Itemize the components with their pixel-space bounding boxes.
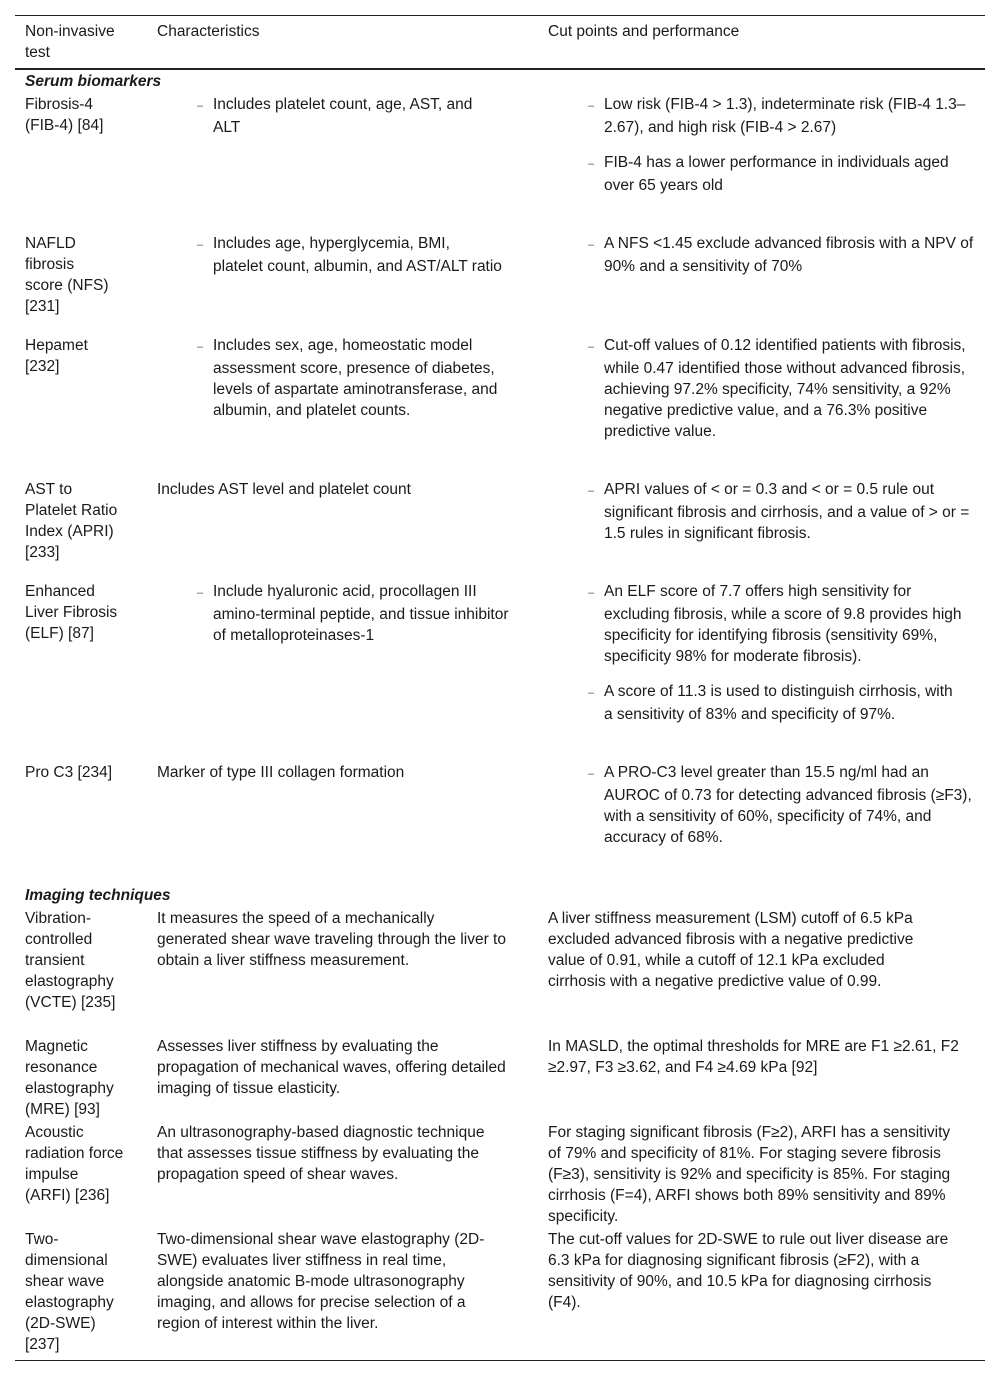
cutpoint-fib4-2: – FIB-4 has a lower performance in individuals aged over 65 years old bbox=[588, 154, 949, 194]
characteristics-arfi: An ultrasonography-based diagnostic technique that assesses tissue stiffness by evaluating the propagation speed of shear waves. bbox=[157, 1124, 485, 1183]
table-top-rule bbox=[15, 15, 985, 16]
characteristics-fib4: – Includes platelet count, age, AST, and ALT bbox=[197, 96, 473, 136]
characteristics-apri: Includes AST level and platelet count bbox=[157, 481, 411, 498]
test-mre: Magnetic resonance elastography (MRE) [93] bbox=[25, 1038, 114, 1118]
cutpoint-nfs: – A NFS <1.45 exclude advanced fibrosis with a NPV of 90% and a sensitivity of 70% bbox=[588, 235, 974, 275]
bullet-dash: – bbox=[197, 341, 204, 353]
bullet-dash: – bbox=[588, 341, 595, 353]
bullet-dash: – bbox=[197, 587, 204, 599]
test-arfi: Acoustic radiation force impulse (ARFI) [236] bbox=[25, 1124, 124, 1204]
cutpoint-elf-2: – A score of 11.3 is used to distinguish cirrhosis, with a sensitivity of 83% and specificity of 97%. bbox=[588, 683, 953, 723]
bullet-dash: – bbox=[588, 587, 595, 599]
bullet-dash: – bbox=[197, 100, 204, 112]
cutpoint-mre: In MASLD, the optimal thresholds for MRE are F1 ≥2.61, F2 ≥2.97, F3 ≥3.62, and F4 ≥4.69 kPa [92] bbox=[548, 1038, 959, 1076]
cutpoint-elf-1: – An ELF score of 7.7 offers high sensitivity for excluding fibrosis, while a score of 9.8 provides high specificity for identifying fibrosis (sensitivity 69%, specificity 98% for moderate fibrosis). bbox=[588, 583, 962, 665]
bullet-dash: – bbox=[588, 485, 595, 497]
section-serum-biomarkers: Serum biomarkers bbox=[25, 73, 162, 90]
cutpoint-fib4-1: – Low risk (FIB-4 > 1.3), indeterminate risk (FIB-4 1.3–2.67), and high risk (FIB-4 > 2.67) bbox=[588, 96, 966, 136]
test-fib4: Fibrosis-4 (FIB-4) [84] bbox=[25, 96, 104, 134]
bullet-dash: – bbox=[588, 687, 595, 699]
test-apri: AST to Platelet Ratio Index (APRI) [233] bbox=[25, 481, 118, 561]
cutpoint-vcte: A liver stiffness measurement (LSM) cutoff of 6.5 kPa excluded advanced fibrosis with a negative predictive value of 0.91, while a cutoff of 12.1 kPa excluded cirrhosis with a negative predictive value of 0.99. bbox=[548, 910, 914, 990]
characteristics-mre: Assesses liver stiffness by evaluating the propagation of mechanical waves, offering detailed imaging of tissue elasticity. bbox=[157, 1038, 506, 1097]
test-proc3: Pro C3 [234] bbox=[25, 764, 113, 781]
bullet-dash: – bbox=[588, 100, 595, 112]
test-vcte: Vibration-controlled transient elastography (VCTE) [235] bbox=[25, 910, 116, 1011]
header-cutpoints: Cut points and performance bbox=[548, 23, 740, 40]
characteristics-proc3: Marker of type III collagen formation bbox=[157, 764, 405, 781]
cutpoint-apri: – APRI values of < or = 0.3 and < or = 0.5 rule out significant fibrosis and cirrhosis, and a value of > or = 1.5 rules in significant fibrosis. bbox=[588, 481, 970, 542]
header-rule bbox=[15, 68, 985, 70]
table-bottom-rule bbox=[15, 1360, 985, 1361]
test-2dswe: Two-dimensional shear wave elastography (2D-SWE) [237] bbox=[25, 1231, 114, 1353]
header-characteristics: Characteristics bbox=[157, 23, 260, 40]
test-elf: Enhanced Liver Fibrosis (ELF) [87] bbox=[25, 583, 118, 642]
cutpoint-2dswe: The cut-off values for 2D-SWE to rule out liver disease are 6.3 kPa for diagnosing significant fibrosis (≥F2), with a sensitivity of 90%, and 10.5 kPa for diagnosing cirrhosis (F4). bbox=[548, 1231, 949, 1311]
bullet-dash: – bbox=[588, 158, 595, 170]
characteristics-2dswe: Two-dimensional shear wave elastography (2D-SWE) evaluates liver stiffness in real time, alongside anatomic B-mode ultrasonography imaging, and allows for precise selection of a region of interest within the liver. bbox=[157, 1231, 485, 1332]
bullet-dash: – bbox=[588, 768, 595, 780]
bullet-dash: – bbox=[588, 239, 595, 251]
header-test: Non-invasive test bbox=[25, 23, 115, 61]
cutpoint-arfi: For staging significant fibrosis (F≥2), ARFI has a sensitivity of 79% and specificity of 81%. For staging severe fibrosis (F≥3), sensitivity is 92% and specificity is 85%. For staging cirrhosis (F=4), ARFI shows both 89% sensitivity and 89% specificity. bbox=[548, 1124, 951, 1225]
characteristics-nfs: – Includes age, hyperglycemia, BMI, platelet count, albumin, and AST/ALT ratio bbox=[197, 235, 502, 275]
cutpoint-proc3: – A PRO-C3 level greater than 15.5 ng/ml had an AUROC of 0.73 for detecting advanced fibrosis (≥F3), with a sensitivity of 60%, specificity of 74%, and accuracy of 68%. bbox=[588, 764, 972, 846]
test-hepamet: Hepamet [232] bbox=[25, 337, 88, 375]
cutpoint-hepamet: – Cut-off values of 0.12 identified patients with fibrosis, while 0.47 identified those without advanced fibrosis, achieving 97.2% specificity, 74% sensitivity, a 92% negative predictive value, and a 76.3% positive predictive value. bbox=[588, 337, 966, 440]
characteristics-hepamet: – Includes sex, age, homeostatic model assessment score, presence of diabetes, levels of aspartate aminotransferase, and albumin, and platelet counts. bbox=[197, 337, 498, 419]
section-imaging-techniques: Imaging techniques bbox=[25, 887, 171, 904]
bullet-dash: – bbox=[197, 239, 204, 251]
test-nfs: NAFLD fibrosis score (NFS) [231] bbox=[25, 235, 109, 315]
characteristics-elf: – Include hyaluronic acid, procollagen III amino-terminal peptide, and tissue inhibitor of metalloproteinases-1 bbox=[197, 583, 509, 644]
characteristics-vcte: It measures the speed of a mechanically generated shear wave traveling through the liver to obtain a liver stiffness measurement. bbox=[157, 910, 506, 969]
